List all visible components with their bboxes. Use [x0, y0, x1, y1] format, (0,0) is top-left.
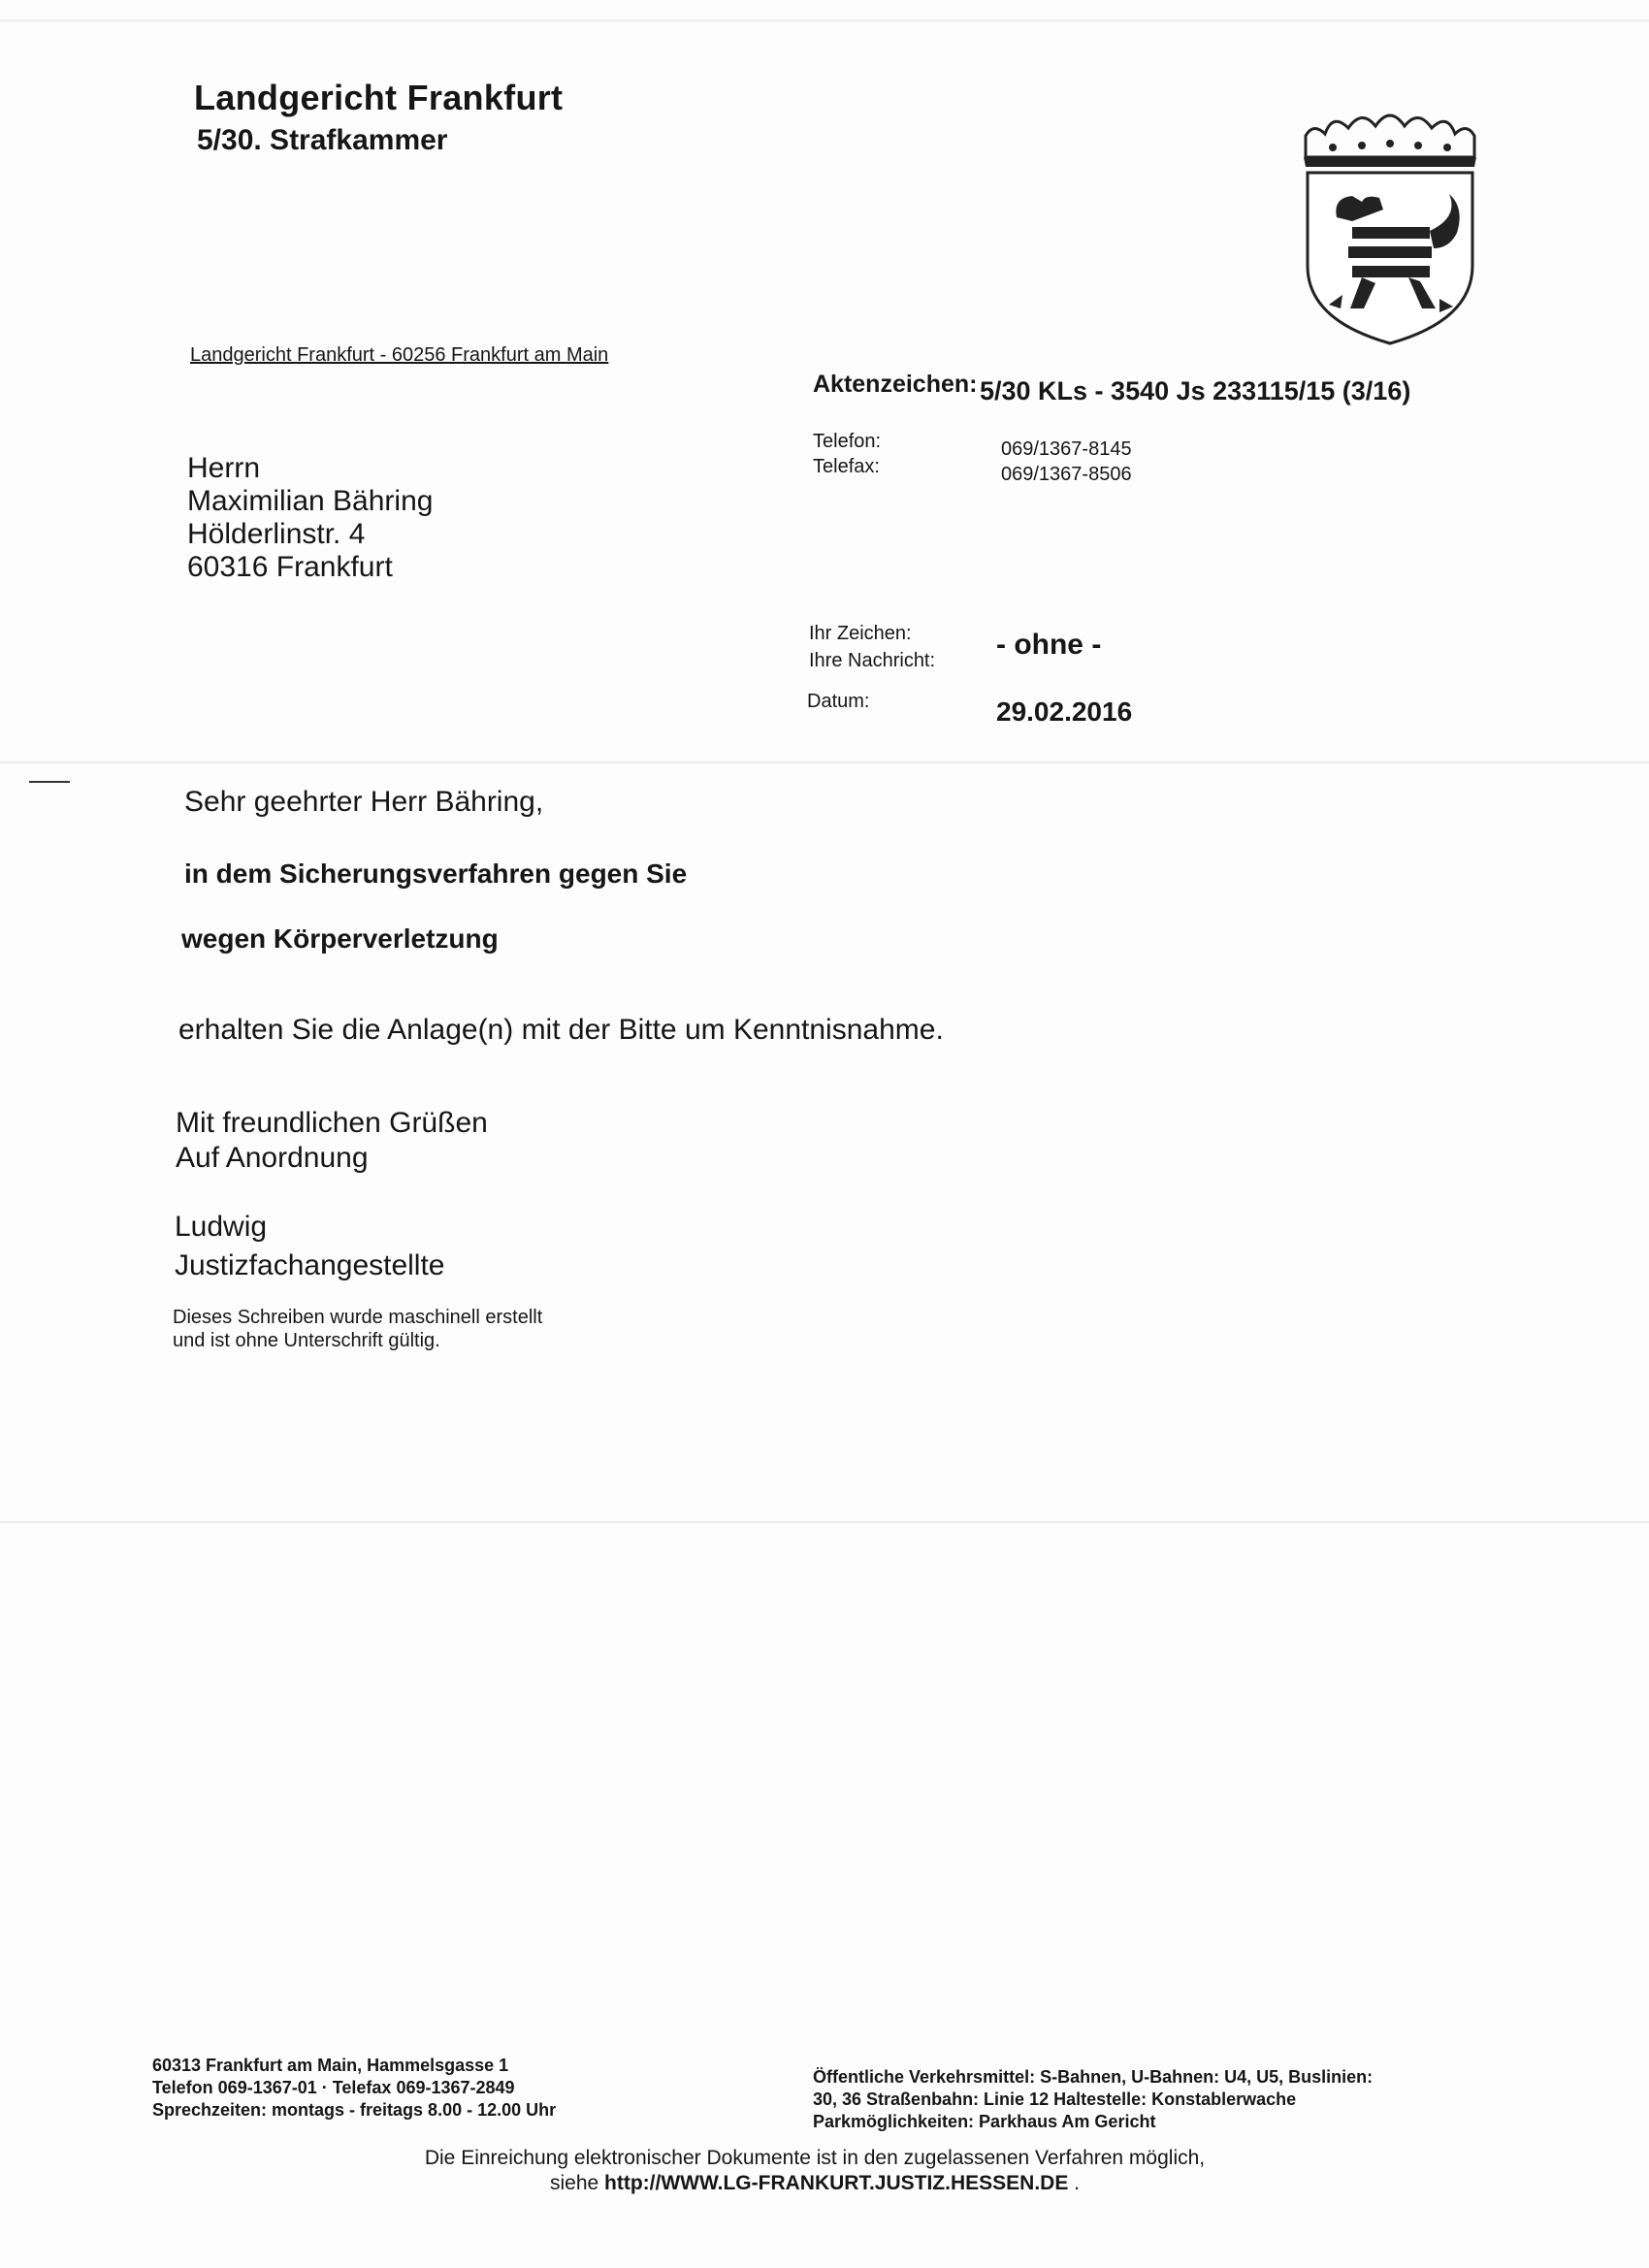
return-address: Landgericht Frankfurt - 60256 Frankfurt am Main [190, 344, 609, 366]
letter-date: 29.02.2016 [996, 697, 1133, 727]
date-label: Datum: [807, 691, 870, 712]
reference-label: Aktenzeichen: [813, 371, 978, 398]
your-sign-label: Ihr Zeichen: [809, 623, 912, 644]
salutation: Sehr geehrter Herr Bähring, [184, 786, 544, 818]
see-suffix: . [1074, 2172, 1081, 2194]
fax-label: Telefax: [813, 456, 880, 477]
fold-mark [29, 781, 70, 783]
subject-line: wegen Körperverletzung [181, 923, 499, 954]
page-edge [0, 19, 1649, 23]
your-message-label: Ihre Nachricht: [809, 650, 936, 671]
recipient-address: Herrn Maximilian Bähring Hölderlinstr. 4 60316 Frankfurt [187, 452, 434, 583]
fold-line [0, 761, 1649, 763]
closing: Mit freundlichen Grüßen Auf Anordnung [176, 1107, 488, 1174]
court-name: Landgericht Frankfurt [194, 78, 564, 117]
fax-number: 069/1367-8506 [1001, 464, 1132, 485]
hessen-lion-crest-icon [1294, 101, 1486, 347]
website-line [388, 2171, 1242, 2196]
telephone-label: Telefon: [813, 431, 882, 452]
electronic-note-text: Die Einreichung elektronischer Dokumente ist in den zugelassenen Verfahren möglich, [424, 2147, 1206, 2169]
footer-address: 60313 Frankfurt am Main, Hammelsgasse 1 Telefon 069-1367-01 · Telefax 069-1367-2849 Sprechzeiten: montags - freitags 8.00 - 12.00 Uhr [152, 2056, 557, 2120]
see-prefix: siehe [549, 2172, 599, 2194]
website-link[interactable]: http://WWW.LG-FRANKURT.JUSTIZ.HESSEN.DE [604, 2172, 1069, 2194]
footer-electronic-note [388, 2146, 1242, 2196]
footer-transport: Öffentliche Verkehrsmittel: S-Bahnen, U-Bahnen: U4, U5, Buslinien: 30, 36 Straßenbahn: Linie 12 Haltestelle: Konstablerwache Parkmöglichkeiten: Parkhaus Am Gericht [813, 2067, 1374, 2131]
machine-generated-note: Dieses Schreiben wurde maschinell erstellt und ist ohne Unterschrift gültig. [173, 1307, 543, 1351]
letter-body: erhalten Sie die Anlage(n) mit der Bitte um Kenntnisnahme. [178, 1014, 944, 1046]
signer: Ludwig Justizfachangestellte [175, 1211, 445, 1281]
reference-number: 5/30 KLs - 3540 Js 233115/15 (3/16) [980, 376, 1411, 405]
fold-line [0, 1521, 1649, 1523]
telephone-number: 069/1367-8145 [1001, 438, 1132, 460]
your-sign-value: - ohne - [996, 629, 1102, 661]
chamber-name: 5/30. Strafkammer [197, 124, 448, 156]
subject-line: in dem Sicherungsverfahren gegen Sie [184, 859, 688, 889]
